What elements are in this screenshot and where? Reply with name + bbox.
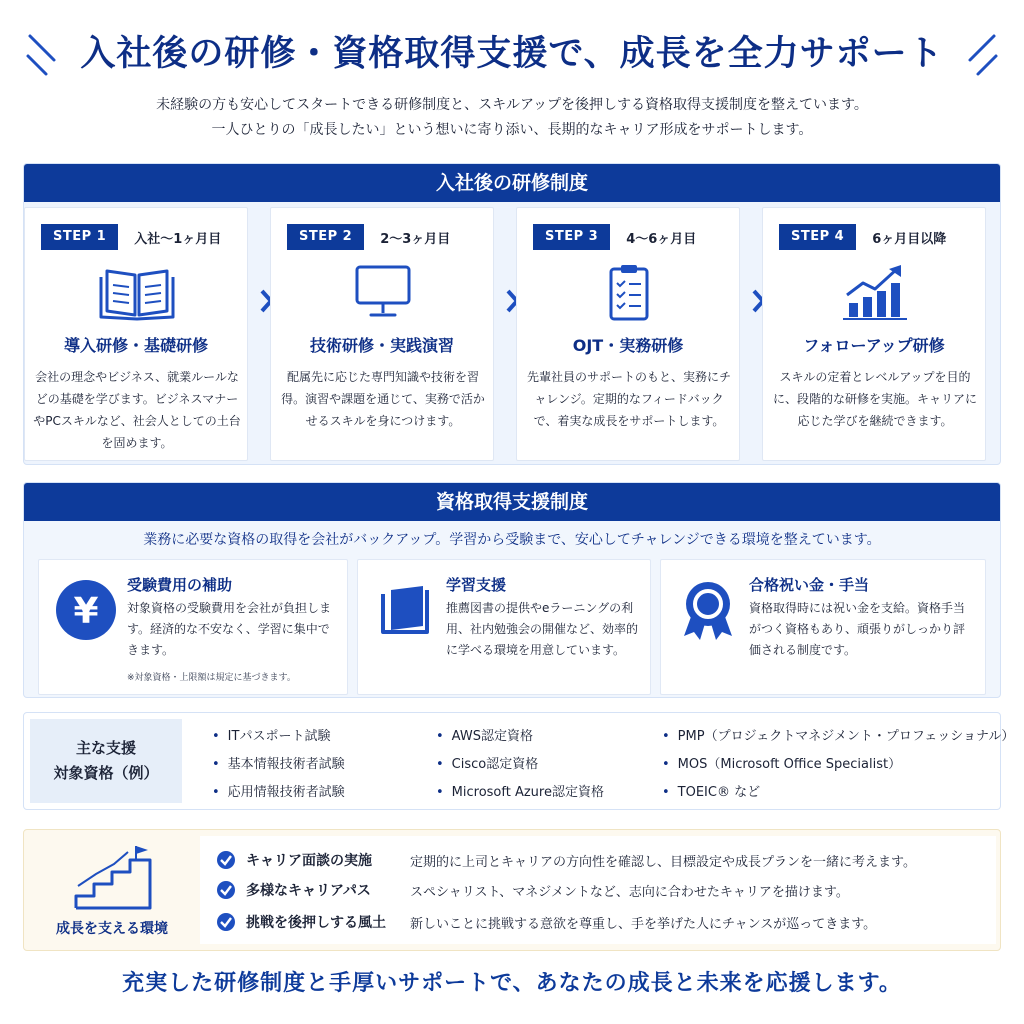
step-card <box>762 207 986 461</box>
qualification-item: • Cisco認定資格 <box>436 751 604 779</box>
card-title: 合格祝い金・手当 <box>749 576 870 594</box>
qualification-column <box>662 723 1014 807</box>
qualifications-section <box>23 712 1015 810</box>
qualification-item: • 基本情報技術者試験 <box>212 751 345 779</box>
step-title: フォローアップ研修 <box>803 336 945 355</box>
qualification-column <box>436 723 604 807</box>
environment-term: 多様なキャリアパス <box>246 883 371 899</box>
environment-section <box>23 829 1001 951</box>
qualification-item: • PMP（プロジェクトマネジメント・プロフェッショナル） <box>662 723 1014 751</box>
qualification-item: • 応用情報技術者試験 <box>212 779 345 807</box>
card-description: 資格取得時には祝い金を支給。資格手当がつく資格もあり、頑張りがしっかり評価される制度です。 <box>749 601 966 657</box>
step-card <box>24 207 248 461</box>
header <box>0 26 1024 82</box>
certification-heading: 資格取得支援制度 <box>24 483 1000 521</box>
step-period: 入社〜1ヶ月目 <box>134 231 222 247</box>
card-note: ※対象資格・上限額は規定に基づきます。 <box>127 673 296 683</box>
environment-term: 挑戦を後押しする風土 <box>246 915 386 931</box>
svg-text:¥: ¥ <box>73 591 99 632</box>
step-badge: STEP 3 <box>533 224 610 250</box>
qualifications-label-line: 主な支援 <box>75 739 136 757</box>
step-title: 導入研修・基礎研修 <box>63 336 208 355</box>
intro-line: 未経験の方も安心してスタートできる研修制度と、スキルアップを後押しする資格取得支援制度を整えています。 <box>156 97 868 113</box>
step-card <box>516 207 740 461</box>
step-title: 技術研修・実践演習 <box>309 336 454 355</box>
step-badge: STEP 2 <box>287 224 364 250</box>
page-title: 入社後の研修・資格取得支援で、成長を全力サポート <box>80 34 944 74</box>
step-card <box>270 207 494 461</box>
book-icon <box>373 578 437 642</box>
certification-section <box>23 482 1001 698</box>
environment-list <box>200 836 996 944</box>
step-badge: STEP 1 <box>41 224 118 250</box>
environment-label: 成長を支える環境 <box>56 921 168 937</box>
step-description: スキルの定着とレベルアップを目的に、段階的な研修を実施。キャリアに応じた学びを継続できます。 <box>772 370 977 428</box>
qualification-item: • MOS（Microsoft Office Specialist） <box>662 751 1014 779</box>
environment-label-area <box>24 830 200 950</box>
monitor-icon <box>343 263 423 321</box>
support-card <box>357 559 651 695</box>
clipboard-icon <box>589 263 669 321</box>
step-period: 2〜3ヶ月目 <box>380 231 451 247</box>
step-description: 配属先に応じた専門知識や技術を習得。演習や課題を通じて、実務で活かせるスキルを身につけます。 <box>281 370 485 428</box>
card-description: 対象資格の受験費用を会社が負担します。経済的な不安なく、学習に集中できます。 <box>127 601 332 657</box>
award-ribbon-icon <box>676 578 740 642</box>
qualification-item: • TOEIC® など <box>662 779 1014 807</box>
training-section <box>23 163 1001 465</box>
step-badge: STEP 4 <box>779 224 856 250</box>
closing-message: 充実した研修制度と手厚いサポートで、あなたの成長と未来を応援します。 <box>122 971 902 996</box>
environment-text: 定期的に上司とキャリアの方向性を確認し、目標設定や成長プランを一緒に考えます。 <box>410 854 916 870</box>
check-circle-icon <box>216 880 236 900</box>
environment-term: キャリア面談の実施 <box>246 853 372 869</box>
growth-chart-icon <box>835 263 915 321</box>
qualification-item: • AWS認定資格 <box>436 723 604 751</box>
qualification-column <box>212 723 345 807</box>
accent-lines-icon <box>960 30 1000 78</box>
environment-row <box>216 878 849 902</box>
environment-text: スペシャリスト、マネジメントなど、志向に合わせたキャリアを描けます。 <box>410 884 849 900</box>
intro-text <box>0 93 1024 143</box>
support-card <box>660 559 986 695</box>
check-circle-icon <box>216 850 236 870</box>
qualifications-label-line: 対象資格（例） <box>53 764 159 782</box>
support-card <box>38 559 348 695</box>
step-period: 4〜6ヶ月目 <box>626 231 697 247</box>
environment-row <box>216 910 876 934</box>
step-description: 会社の理念やビジネス、就業ルールなどの基礎を学びます。ビジネスマナーやPCスキルなど、社会人としての土台を固めます。 <box>33 370 241 450</box>
card-title: 学習支援 <box>446 576 507 594</box>
intro-line: 一人ひとりの「成長したい」という想いに寄り添い、長期的なキャリア形成をサポートします。 <box>211 122 813 138</box>
yen-icon <box>54 578 118 642</box>
certification-lead: 業務に必要な資格の取得を会社がバックアップ。学習から受験まで、安心してチャレンジできる環境を整えています。 <box>143 532 881 548</box>
card-description: 推薦図書の提供やeラーニングの利用、社内勉強会の開催など、効率的に学べる環境を用意しています。 <box>446 601 639 657</box>
training-steps <box>24 207 1000 463</box>
stairs-flag-icon <box>72 846 156 912</box>
qualifications-label <box>30 719 182 803</box>
environment-row <box>216 848 916 872</box>
qualification-item: • ITパスポート試験 <box>212 723 345 751</box>
step-period: 6ヶ月目以降 <box>872 231 947 247</box>
book-icon <box>97 263 177 321</box>
step-description: 先輩社員のサポートのもと、実務にチャレンジ。定期的なフィードバックで、着実な成長をサポートします。 <box>526 370 731 428</box>
qualification-item: • Microsoft Azure認定資格 <box>436 779 604 807</box>
accent-lines-icon <box>24 30 64 78</box>
check-circle-icon <box>216 912 236 932</box>
step-title: OJT・実務研修 <box>572 336 684 355</box>
card-title: 受験費用の補助 <box>127 576 233 594</box>
environment-text: 新しいことに挑戦する意欲を尊重し、手を挙げた人にチャンスが巡ってきます。 <box>410 916 877 932</box>
training-heading: 入社後の研修制度 <box>24 164 1000 202</box>
